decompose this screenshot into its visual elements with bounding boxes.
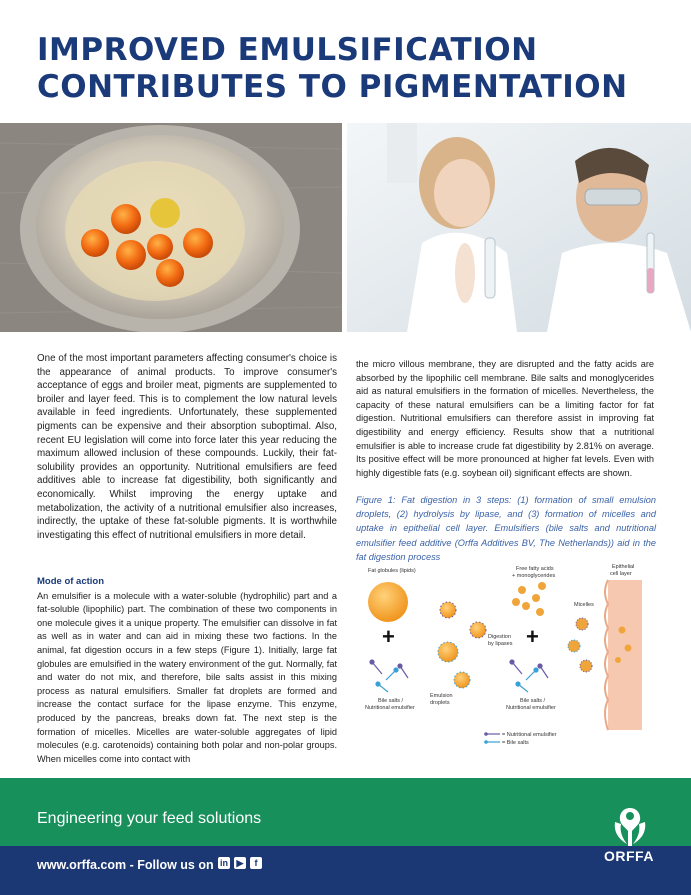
label-free-fatty-acids-1: Free fatty acids (516, 566, 554, 572)
label-bile-right-1: Bile salts / (520, 698, 546, 704)
legend-bile-salts: = Bile salts (502, 740, 529, 746)
page-title (37, 32, 677, 106)
mode-of-action-section (37, 575, 337, 766)
orffa-brand-name: ORFFA (604, 848, 654, 864)
footer-website[interactable]: www.orffa.com - Follow us on (37, 858, 214, 872)
legend-nutritional-emulsifier: = Nutritional emulsifier (502, 732, 557, 738)
epithelial-cell-layer (608, 580, 642, 730)
egg-yolks-photo (0, 123, 342, 332)
emulsion-droplets (438, 602, 486, 688)
figure-caption (356, 493, 656, 564)
label-micelles: Micelles (574, 602, 594, 608)
figure-caption-text: Figure 1: Fat digestion in 3 steps: (1) formation of small emulsion droplets, (2) hydrolysis by lipase, and (3) formation of micelles and uptake in epithelial cell layer. Emulsifiers (bile salts and nutritional emulsifier feed additive (Orffa Additives BV, The Netherlands)) aid in the fat digestion process (356, 495, 656, 562)
slogan-text: Engineering your feed solutions (37, 810, 262, 827)
title-line-1: IMPROVED EMULSIFICATION (37, 32, 538, 68)
label-bile-left-1: Bile salts / (378, 698, 404, 704)
emulsifier-molecules-right (510, 660, 548, 692)
plus-sign-right: + (526, 624, 539, 649)
mode-of-action-heading: Mode of action (37, 576, 105, 587)
continued-paragraph: the micro villous membrane, they are disrupted and the fatty acids are absorbed by the lipophilic cell membrane. Bile salts and monoglycerides aid as natural emulsifiers in the formation of micelles. Nevertheless, the capacity of these natural emulsifiers can be a limiting factor for fat digestion. Nutritional emulsifiers can therefore assist in improving fat digestibility and energy efficiency. Results show that a nutritional emulsifier is able to increase crude fat digestibility by 2.81% on average. Its positive effect will be more pronounced at higher fat levels. Even with highly digestible fats (e.g. soybean oil) significant effects are shown. (356, 359, 654, 478)
label-epithelial-1: Epithelial (612, 564, 635, 570)
label-emulsion-1: Emulsion (430, 693, 453, 699)
label-digestion-1: Digestion (488, 634, 511, 640)
right-column-text (356, 358, 654, 480)
fat-digestion-diagram (360, 562, 660, 754)
label-bile-right-2: Nutritional emulsifier (506, 705, 556, 711)
label-epithelial-2: cell layer (610, 571, 632, 577)
fatty-acid-droplets (512, 582, 546, 616)
label-fat-globules: Fat globules (lipids) (368, 568, 416, 574)
intro-column (37, 352, 337, 542)
label-digestion-2: by lipases (488, 641, 513, 647)
youtube-icon[interactable]: ▶ (234, 857, 246, 869)
orffa-logo-icon (605, 804, 655, 848)
linkedin-icon[interactable]: in (220, 858, 228, 868)
diagram-legend (484, 732, 557, 746)
lab-scientists-photo (347, 123, 691, 332)
mode-of-action-paragraph: An emulsifier is a molecule with a water-soluble (hydrophilic) part and a fat-soluble (lipophilic) part. The combination of these two components in one molecule gives it a unique property. The emulsifier can dissolve in fat as well as in water and can aid in mixing these two factions. In the animal, fat digestion occurs in a few steps (Figure 1). Initially, large fat globules are emulsified in the watery environment of the gut. Normally, fat and water do not mix, and therefore, bile salts assist in this mixing process as natural emulsifiers. Smaller fat droplets are formed and increase the contact surface for the lipase enzyme. This enzyme, produced by the pancreas, breaks down fat. The next step is the formation of micelles. Micelles are water-soluble aggregates of lipid molecules (e.g. carotenoids) containing both polar and non-polar groups. When micelles come into contact with (37, 590, 337, 764)
label-bile-left-2: Nutritional emulsifier (365, 705, 415, 711)
plus-sign-left: + (382, 624, 395, 649)
label-free-fatty-acids-2: + monoglycerides (512, 573, 556, 579)
fat-globule (368, 582, 408, 622)
facebook-icon[interactable]: f (250, 857, 262, 869)
intro-paragraph: One of the most important parameters affecting consumer's choice is the appearance of animal products. To improve consumer's acceptance of eggs and broiler meat, pigments are supplemented to broiler and layer feed. This is to complement the low natural levels available in feed ingredients. Unfortunately, these supplemented pigments can be expensive and their absorption suboptimal. Also, recent EU legislation will come into force later this year reducing the maximum allowed inclusion of these compounds. Luckily, their fat-solubility provides an opportunity. Nutritional emulsifiers are feed additives able to increase fat digestibility, both significantly and economically. Whilst improving the energy uptake and metabolization, the activity of a nutritional emulsifier also increases, indirectly, the uptake of these fat-soluble pigments. It is worthwhile investigating this effect of nutritional emulsifiers in more detail. (37, 353, 337, 541)
label-emulsion-2: droplets (430, 700, 450, 706)
emulsifier-molecules-left (370, 660, 408, 692)
title-line-2: CONTRIBUTES TO PIGMENTATION (37, 69, 628, 105)
micelles (568, 618, 592, 672)
